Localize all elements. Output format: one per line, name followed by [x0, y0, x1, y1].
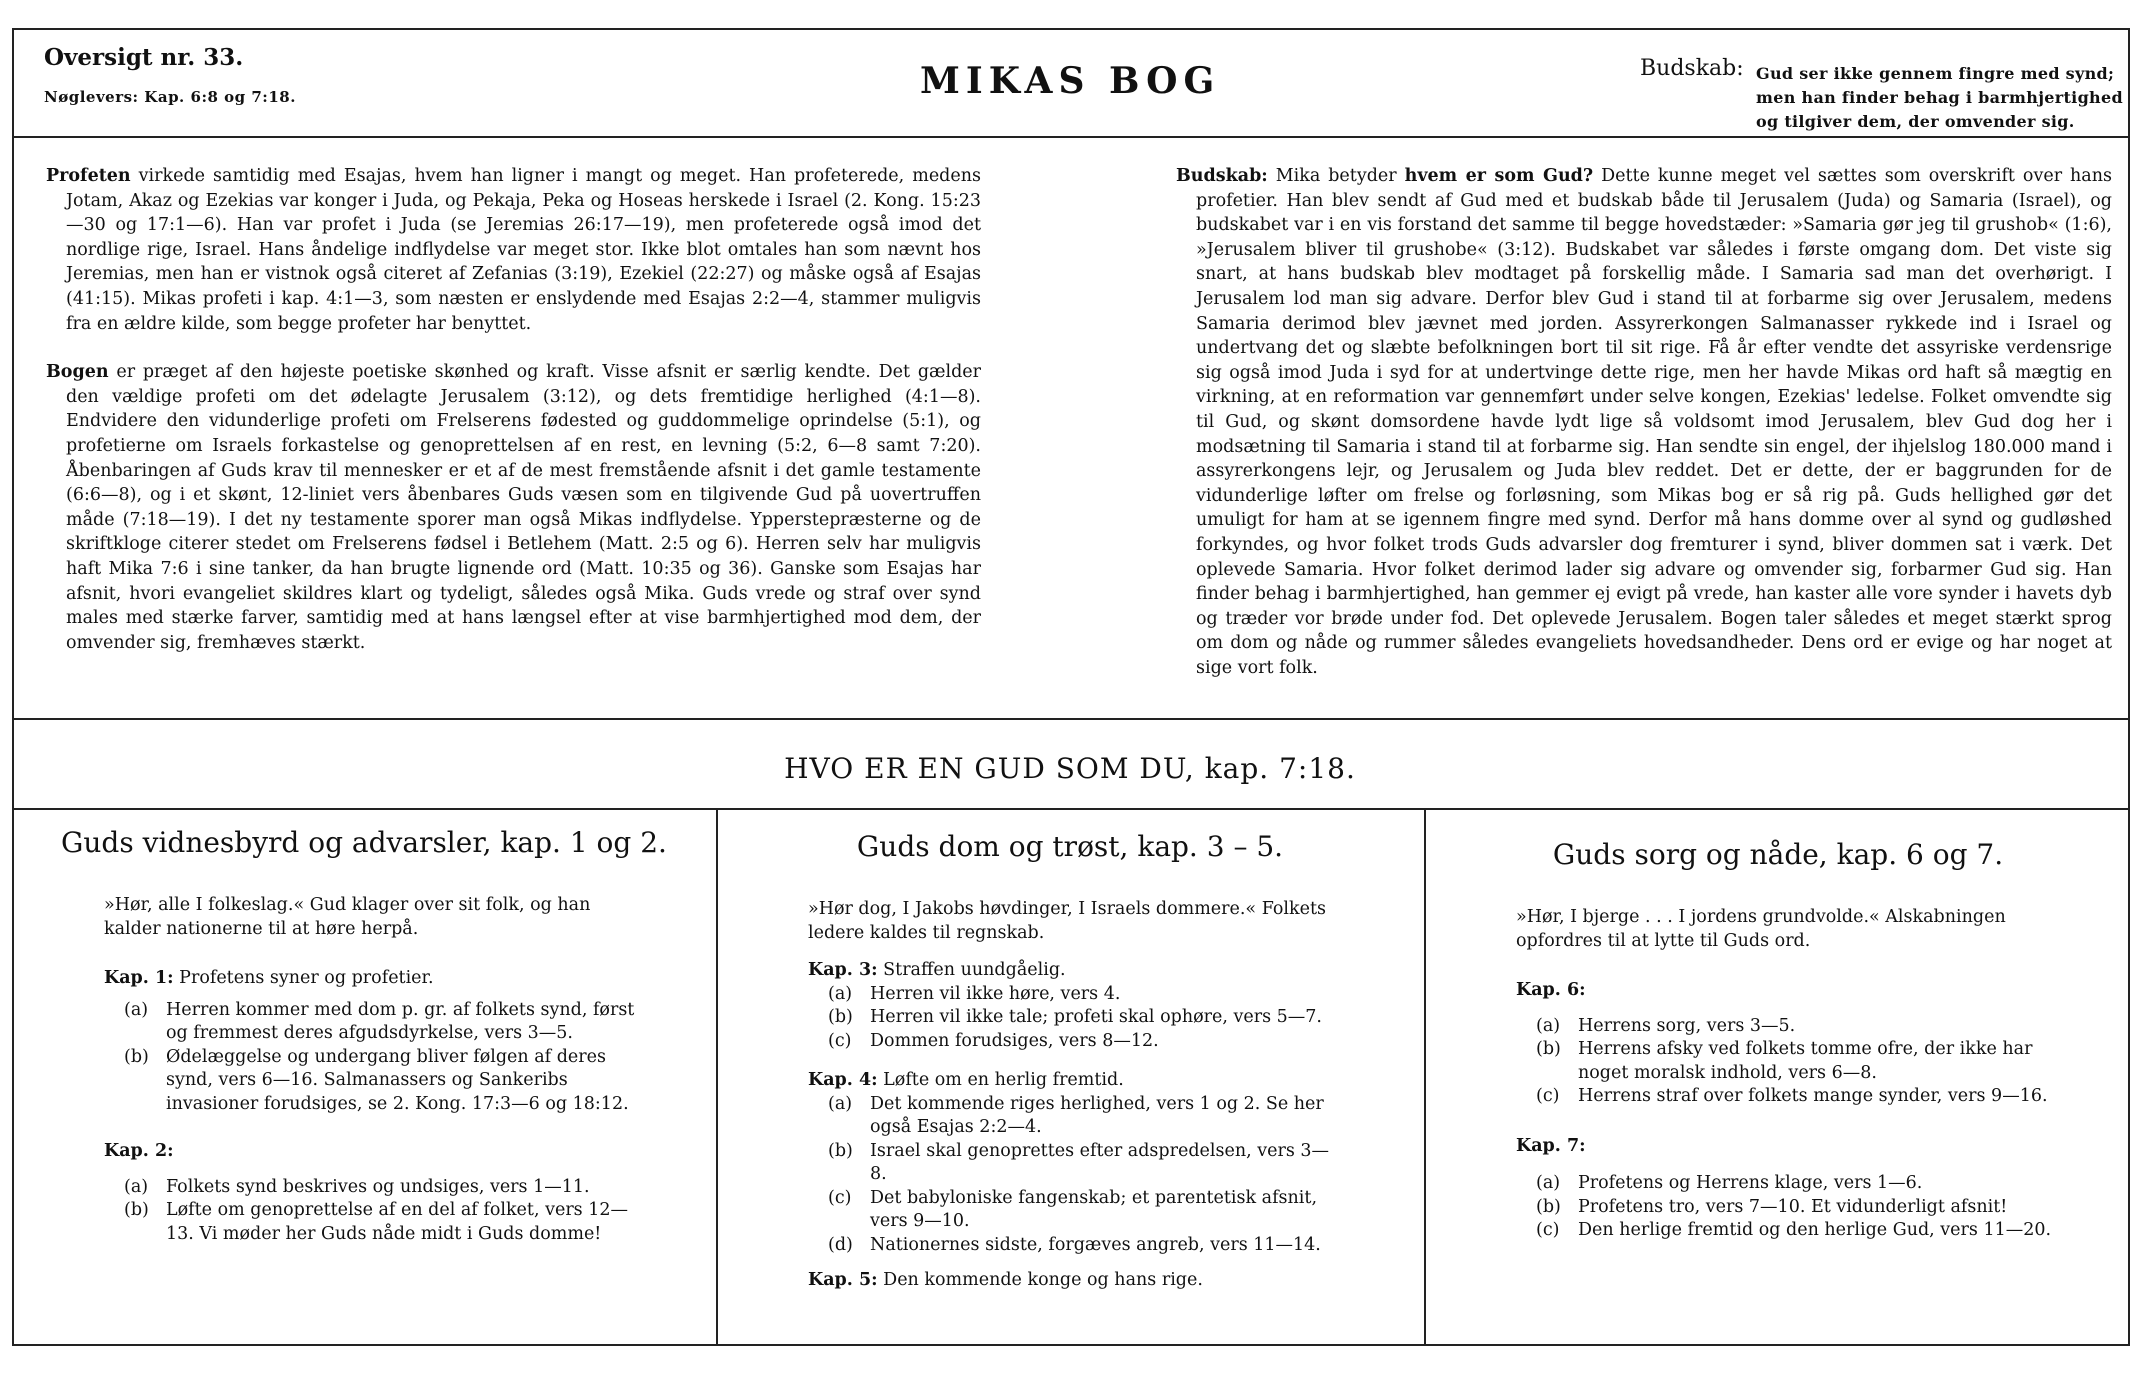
book-body: er præget af den højeste poetiske skønhed og kraft. Visse afsnit er særlig kendte. Det gælder den vældige profeti om det ødelagte Jerusalem (3:12), og dets fremtidige herlighed (4:1—8). Endvidere den vidunderlige profeti om Frelserens fødested og guddommelige oprindelse (5:1), og profetierne om Israels forkastelse og genoprettelsen af en rest, en levning (5:2, 6—8 samt 7:20). Åbenbaringen af Guds krav til mennesker er et af de mest fremstående afsnit i det gamle testamente (6:6—8), og i et skønt, 12-liniet vers åbenbares Guds væsen som en tilgivende Gud på uovertruffen måde (7:18—19). I det ny testamente sporer man også Mikas indflydelse. Ypperstepræsterne og de skriftkloge citerer stedet om Frelserens fødsel i Betlehem (Matt. 2:5 og 6). Herren selv har muligvis haft Mika 7:6 i sine tanker, da han brugte lignende ord (Matt. 10:35 og 36). Ganske som Esajas har afsnit, hvori evangeliet skildres klart og tydeligt, således også Mika. Guds vrede og straf over synd males med stærke farver, samtidig med at hans længsel efter at vise barmhjertighed mod dem, der omvender sig, fremhæves stærkt.: [66, 362, 981, 653]
column-title: Guds vidnesbyrd og advarsler, kap. 1 og 2.: [61, 826, 667, 859]
list-item: (a) Det kommende riges herlighed, vers 1 og 2. Se her også Esajas 2:2—4.: [828, 1093, 1324, 1137]
column-intro: »Hør, I bjerge . . . I jordens grundvolde.« Alskabningen opfordres til at lytte til Guds ord.: [1516, 907, 2006, 951]
column-2: [808, 898, 1338, 1293]
list-item: (b) Løfte om genoprettelse af en del af folket, vers 12—13. Vi møder her Guds nåde midt i Guds domme!: [124, 1200, 628, 1244]
list-item: (c) Herrens straf over folkets mange synder, vers 9—16.: [1536, 1086, 2048, 1106]
prophet-body: virkede samtidig med Esajas, hvem han ligner i mangt og meget. Han profeterede, medens Jotam, Akaz og Ezekias var konger i Juda, og Pekaja, Peka og Hoseas herskede i Israel (2. Kong. 15:23—30 og 17:1—6). Han var profet i Juda (se Jeremias 26:17—19), men profeterede også imod det nordlige rige, Israel. Hans åndelige indflydelse var meget stor. Ikke blot omtales han som nævnt hos Jeremias, men han er vistnok også citeret af Zefanias (3:19), Ezekiel (22:27) og måske også af Esajas (41:15). Mikas profeti i kap. 4:1—3, som næsten er enslydende med Esajas 2:2—4, stammer muligvis fra en ældre kilde, som begge profeter har benyttet.: [66, 166, 981, 334]
prophet-paragraph: [46, 164, 981, 336]
list-item: (a) Herrens sorg, vers 3—5.: [1536, 1015, 1796, 1036]
key-verses: Nøglevers: Kap. 6:8 og 7:18.: [44, 88, 296, 106]
overview-number: Oversigt nr. 33.: [44, 44, 244, 71]
list-item: (b) Herrens afsky ved folkets tomme ofre, der ikke har noget moralsk indhold, vers 6—8.: [1536, 1039, 2033, 1083]
list-item: (a) Profetens og Herrens klage, vers 1—6.: [1536, 1173, 1923, 1193]
list-item: (c) Det babyloniske fangenskab; et parentetisk afsnit, vers 9—10.: [828, 1187, 1318, 1231]
list-item: (b) Israel skal genoprettes efter adspredelsen, vers 3—8.: [828, 1140, 1330, 1184]
book-paragraph: [46, 360, 981, 655]
message-line: og tilgiver dem, der omvender sig.: [1756, 112, 2075, 131]
page-title: MIKAS BOG: [920, 60, 1221, 102]
column-3: [1516, 906, 2056, 1243]
list-item: (a) Herren vil ikke høre, vers 4.: [828, 983, 1121, 1004]
message-emph: hvem er som Gud?: [1404, 166, 1594, 186]
list-item: (a) Herren kommer med dom p. gr. af folkets synd, først og fremmest deres afgudsdyrkelse, vers 3—5.: [124, 999, 635, 1043]
message-body-b: Dette kunne meget vel sættes som overskrift over hans profetier. Han blev sendt af Gud med et budskab både til Jerusalem (Juda) og Samaria (Israel), og budskabet var i en vis forstand det samme til begge hovedstæder: »Samaria gør jeg til grushob« (1:6), »Jerusalem bliver til grushobe« (3:12). Budskabet var således i første omgang dom. Det viste sig snart, at hans budskab blev modtaget på forskellig måde. I Samaria sad man det overhørigt. I Jerusalem lod man sig advare. Derfor blev Gud i stand til at forbarme sig over Jerusalem, medens Samaria derimod blev jævnet med jorden. Assyrerkongen Salmanasser rykkede ind i Israel og undertvang det og slæbte befolkningen bort til sit rige. Få år efter vendte det assyriske verdensrige sig også imod Juda i syd for at undertvinge dette rige, men her havde Mikas ord haft så mægtig en virkning, at en reformation var gennemført under selve kongen, Ezekias' ledelse. Folket omvendte sig til Gud, og skønt domsordene havde lydt lige så voldsomt imod Jerusalem, blev Gud dog her i modsætning til Samaria i stand til at forbarme sig. Han sendte sin engel, der ihjelslog 180.000 mand i assyrerkongens lejr, og Jerusalem og Juda blev reddet. Det er dette, der er baggrunden for de vidunderlige løfter om frelse og forløsning, som Mikas bog er så rig på. Guds hellighed gør det umuligt for ham at se igennem fingre med synd. Derfor må hans domme over al synd og gudløshed forkyndes, og hvor folket trods Guds advarsler dog fremturer i synd, bliver dommen sat i værk. Det oplevede Samaria. Hvor folket derimod lader sig advare og omvender sig, forbarmer Gud sig. Han finder behag i barmhjertighed, han gemmer ej evigt på vrede, han kaster alle vore synder i havets dyb og træder vor brøde under fod. Det oplevede Jerusalem. Bogen taler således et meget stærkt sprog om dom og nåde og rummer således evangeliets hovedsandheder. Dens ord er evige og har noget at sige vort folk.: [1196, 166, 2112, 678]
column-title: Guds dom og trøst, kap. 3 – 5.: [856, 830, 1284, 863]
middle-divider: [12, 718, 2130, 720]
right-text-block: [1176, 164, 2112, 680]
message-label: Budskab:: [1640, 56, 1744, 81]
column-divider-1: [716, 808, 718, 1346]
list-item: (a) Folkets synd beskrives og undsiges, vers 1—11.: [124, 1176, 590, 1197]
message-lines: [1756, 62, 2123, 134]
list-item: (d) Nationernes sidste, forgæves angreb, vers 11—14.: [828, 1234, 1321, 1255]
column-intro: »Hør dog, I Jakobs høvdinger, I Israels dommere.« Folkets ledere kaldes til regnskab.: [808, 899, 1326, 943]
prophet-lead: Profeten: [46, 166, 131, 186]
message-line: men han finder behag i barmhjertighed: [1756, 88, 2123, 107]
section-heading: Kap. 5: Den kommende konge og hans rige.: [808, 1270, 1203, 1290]
message-line: Gud ser ikke gennem fingre med synd;: [1756, 64, 2115, 83]
section-heading: Kap. 6:: [1516, 980, 1586, 1000]
left-text-block: [46, 164, 981, 655]
list-item: (c) Den herlige fremtid og den herlige Gud, vers 11—20.: [1536, 1220, 2052, 1240]
header-divider: [12, 136, 2130, 138]
list-item: (c) Dommen forudsiges, vers 8—12.: [828, 1030, 1159, 1051]
column-1: [104, 894, 644, 1246]
section-heading: Kap. 1: Profetens syner og profetier.: [104, 968, 434, 988]
central-title: HVO ER EN GUD SOM DU, kap. 7:18.: [784, 752, 1356, 785]
section-heading: Kap. 7:: [1516, 1135, 1586, 1156]
section-heading: Kap. 4: Løfte om en herlig fremtid.: [808, 1070, 1124, 1090]
message-paragraph: [1176, 164, 2112, 680]
columns-top-divider: [12, 808, 2130, 810]
section-heading: Kap. 2:: [104, 1141, 174, 1161]
column-divider-2: [1424, 808, 1426, 1346]
list-item: (b) Ødelæggelse og undergang bliver følgen af deres synd, vers 6—16. Salmanassers og Sankeribs invasioner forudsiges, se 2. Kong. 17:3—6 og 18:12.: [124, 1046, 629, 1114]
column-intro: »Hør, alle I folkeslag.« Gud klager over sit folk, og han kalder nationerne til at høre herpå.: [104, 895, 591, 939]
message-lead: Budskab:: [1176, 166, 1268, 186]
book-lead: Bogen: [46, 362, 109, 383]
section-heading: Kap. 3: Straffen uundgåelig.: [808, 960, 1066, 980]
message-body-a: Mika betyder: [1267, 166, 1405, 186]
list-item: (b) Herren vil ikke tale; profeti skal ophøre, vers 5—7.: [828, 1007, 1322, 1027]
column-title: Guds sorg og nåde, kap. 6 og 7.: [1552, 838, 2004, 871]
list-item: (b) Profetens tro, vers 7—10. Et vidunderligt afsnit!: [1536, 1196, 2008, 1217]
